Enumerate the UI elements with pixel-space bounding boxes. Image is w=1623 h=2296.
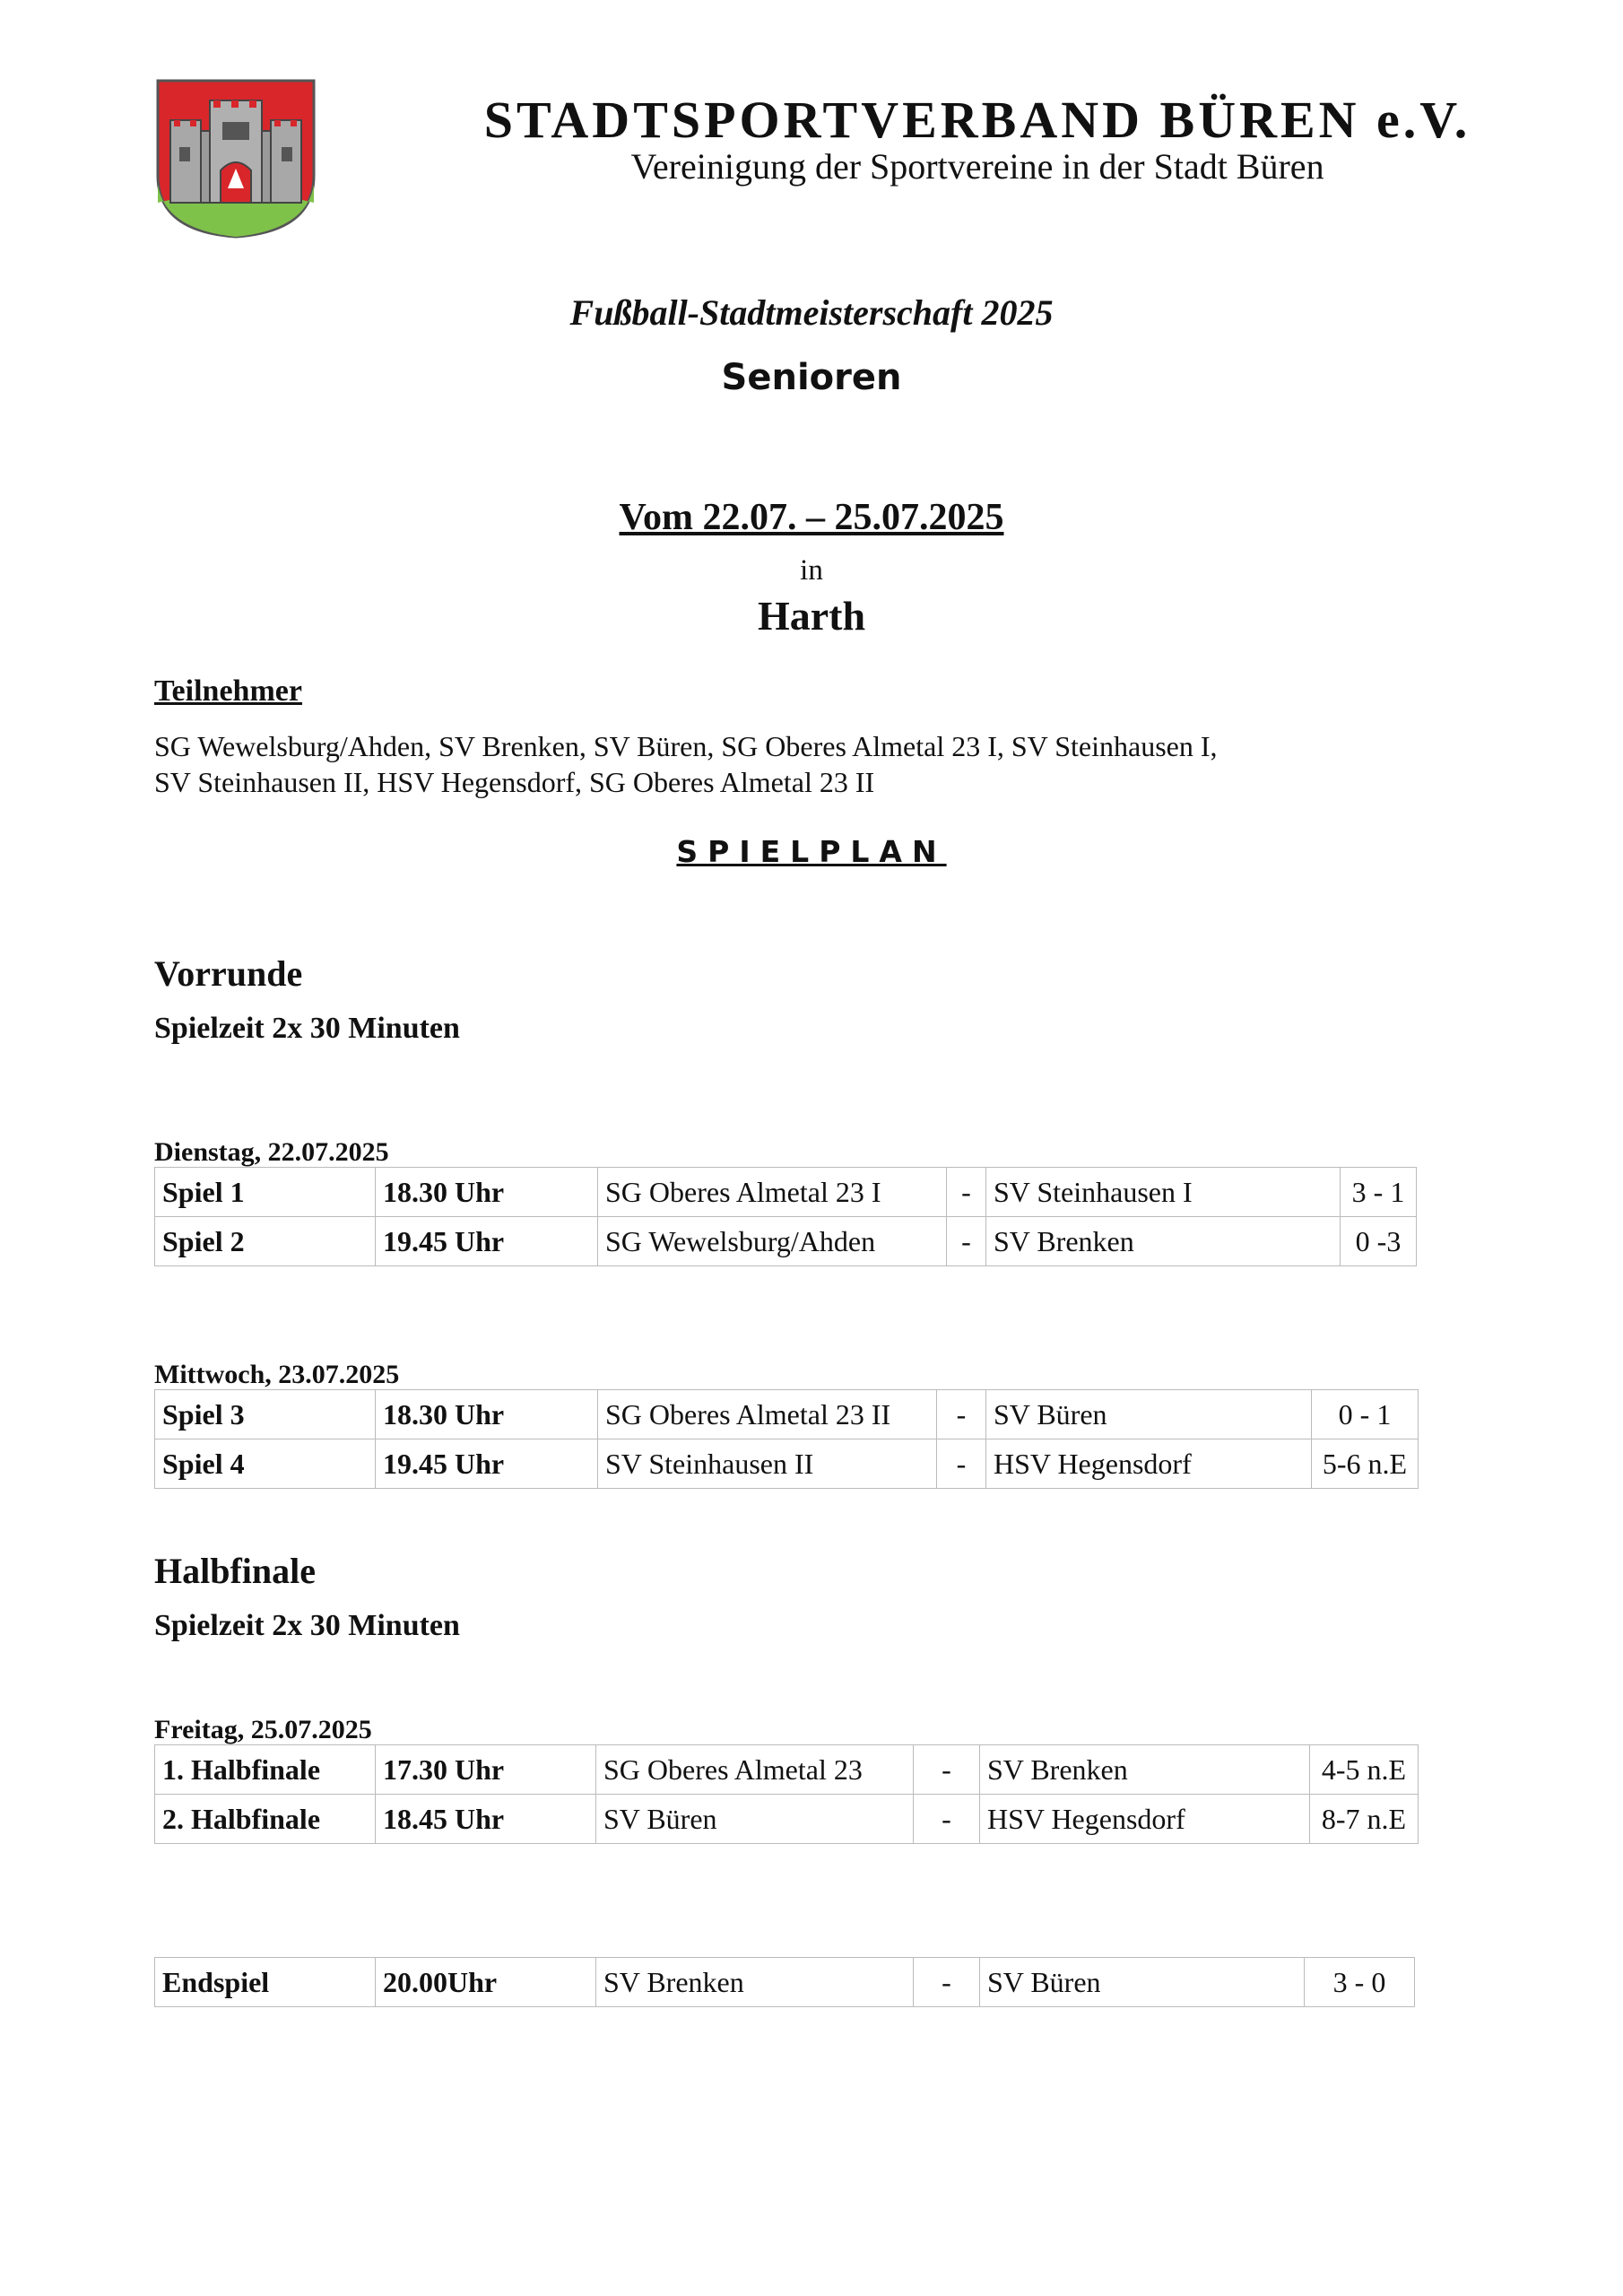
vs-separator: - — [937, 1390, 986, 1439]
game-time: 19.45 Uhr — [376, 1217, 598, 1266]
game-time: 19.45 Uhr — [376, 1439, 598, 1489]
vs-separator: - — [914, 1958, 980, 2007]
vs-separator: - — [937, 1439, 986, 1489]
home-team: SG Oberes Almetal 23 I — [598, 1168, 947, 1217]
spielplan-heading: SPIELPLAN — [676, 834, 947, 869]
event-category: Senioren — [721, 357, 902, 398]
away-team: SV Brenken — [980, 1745, 1310, 1795]
game-score: 0 - 1 — [1312, 1390, 1419, 1439]
home-team: SG Wewelsburg/Ahden — [598, 1217, 947, 1266]
away-team: HSV Hegensdorf — [980, 1795, 1310, 1844]
final-table — [154, 1957, 1415, 2007]
schedule-table — [154, 1167, 1417, 1266]
game-label: Spiel 2 — [155, 1217, 376, 1266]
vs-separator: - — [914, 1745, 980, 1795]
away-team: SV Steinhausen I — [986, 1168, 1341, 1217]
home-team: SV Brenken — [596, 1958, 914, 2007]
away-team: SV Büren — [980, 1958, 1305, 2007]
away-team: SV Büren — [986, 1390, 1312, 1439]
table-row — [155, 1958, 1415, 2007]
table-row — [155, 1390, 1419, 1439]
game-label: Spiel 3 — [155, 1390, 376, 1439]
game-score: 5-6 n.E — [1312, 1439, 1419, 1489]
game-score: 4-5 n.E — [1310, 1745, 1419, 1795]
organization-subtitle: Vereinigung der Sportvereine in der Stadt Büren — [630, 146, 1324, 187]
game-score: 3 - 0 — [1305, 1958, 1415, 2007]
game-time: 18.45 Uhr — [376, 1795, 596, 1844]
participants-line: SV Steinhausen II, HSV Hegensdorf, SG Oberes Almetal 23 II — [154, 766, 875, 798]
vorrunde-heading: Vorrunde — [154, 953, 303, 994]
table-row — [155, 1439, 1419, 1489]
game-time: 18.30 Uhr — [376, 1390, 598, 1439]
participants-label: Teilnehmer — [154, 674, 302, 708]
game-score: 0 -3 — [1341, 1217, 1417, 1266]
game-label: Spiel 4 — [155, 1439, 376, 1489]
day-label: Mittwoch, 23.07.2025 — [154, 1360, 400, 1389]
schedule-table — [154, 1744, 1419, 1844]
home-team: SV Steinhausen II — [598, 1439, 937, 1489]
away-team: SV Brenken — [986, 1217, 1341, 1266]
home-team: SG Oberes Almetal 23 — [596, 1745, 914, 1795]
game-score: 8-7 n.E — [1310, 1795, 1419, 1844]
game-time: 17.30 Uhr — [376, 1745, 596, 1795]
home-team: SG Oberes Almetal 23 II — [598, 1390, 937, 1439]
game-label: 2. Halbfinale — [155, 1795, 376, 1844]
vs-separator: - — [947, 1168, 986, 1217]
coat-of-arms-icon — [154, 77, 317, 240]
event-title: Fußball-Stadtmeisterschaft 2025 — [569, 292, 1054, 333]
day-label: Dienstag, 22.07.2025 — [154, 1137, 389, 1167]
participants-line: SG Wewelsburg/Ahden, SV Brenken, SV Büren, SG Oberes Almetal 23 I, SV Steinhausen I, — [154, 730, 1218, 762]
away-team: HSV Hegensdorf — [986, 1439, 1312, 1489]
game-label: Spiel 1 — [155, 1168, 376, 1217]
game-label: Endspiel — [155, 1958, 376, 2007]
game-time: 20.00Uhr — [376, 1958, 596, 2007]
home-team: SV Büren — [596, 1795, 914, 1844]
game-time: 18.30 Uhr — [376, 1168, 598, 1217]
game-label: 1. Halbfinale — [155, 1745, 376, 1795]
participants-list — [154, 728, 1535, 800]
event-date-range: Vom 22.07. – 25.07.2025 — [619, 497, 1004, 538]
table-row — [155, 1168, 1417, 1217]
event-location: Harth — [757, 593, 866, 639]
halbfinale-duration: Spielzeit 2x 30 Minuten — [154, 1609, 460, 1642]
table-row — [155, 1795, 1419, 1844]
day-label: Freitag, 25.07.2025 — [154, 1715, 372, 1744]
table-row — [155, 1745, 1419, 1795]
vs-separator: - — [914, 1795, 980, 1844]
organization-name: STADTSPORTVERBAND BÜREN e.V. — [483, 91, 1471, 149]
vs-separator: - — [947, 1217, 986, 1266]
vorrunde-duration: Spielzeit 2x 30 Minuten — [154, 1012, 460, 1045]
halbfinale-heading: Halbfinale — [154, 1551, 317, 1591]
event-in-word: in — [800, 554, 823, 587]
table-row — [155, 1217, 1417, 1266]
schedule-table — [154, 1389, 1419, 1489]
game-score: 3 - 1 — [1341, 1168, 1417, 1217]
